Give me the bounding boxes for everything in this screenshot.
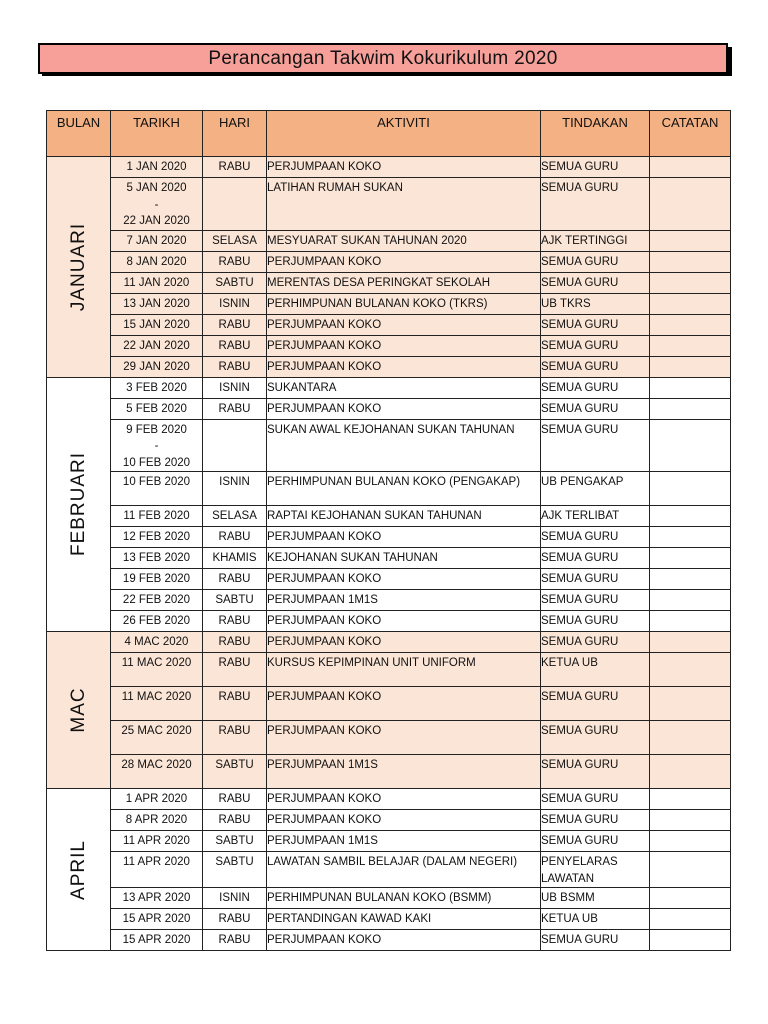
- cell-catatan: [650, 251, 731, 272]
- cell-hari: RABU: [203, 569, 267, 590]
- cell-hari: RABU: [203, 653, 267, 687]
- table-row: [47, 356, 731, 377]
- cell-catatan: [650, 930, 731, 951]
- table-row: [47, 472, 731, 506]
- cell-catatan: [650, 687, 731, 721]
- cell-aktiviti: PERJUMPAAN KOKO: [267, 789, 541, 810]
- cell-aktiviti: LATIHAN RUMAH SUKAN: [267, 178, 541, 231]
- header-aktiviti: AKTIVITI: [267, 111, 541, 157]
- cell-tindakan: SEMUA GURU: [541, 251, 650, 272]
- cell-tindakan: UB TKRS: [541, 293, 650, 314]
- cell-tindakan: SEMUA GURU: [541, 721, 650, 755]
- cell-aktiviti: PERHIMPUNAN BULANAN KOKO (TKRS): [267, 293, 541, 314]
- cell-hari: SELASA: [203, 230, 267, 251]
- header-bulan: BULAN: [47, 111, 111, 157]
- header-tindakan: TINDAKAN: [541, 111, 650, 157]
- cell-tindakan: AJK TERLIBAT: [541, 506, 650, 527]
- cell-catatan: [650, 888, 731, 909]
- cell-hari: RABU: [203, 335, 267, 356]
- cell-hari: SABTU: [203, 831, 267, 852]
- cell-tindakan: SEMUA GURU: [541, 377, 650, 398]
- cell-aktiviti: PERJUMPAAN KOKO: [267, 335, 541, 356]
- month-cell-mac: [47, 632, 111, 789]
- table-row: [47, 157, 731, 178]
- cell-tindakan: SEMUA GURU: [541, 590, 650, 611]
- cell-tarikh: 11 APR 2020: [111, 831, 203, 852]
- cell-aktiviti: PERHIMPUNAN BULANAN KOKO (BSMM): [267, 888, 541, 909]
- cell-catatan: [650, 721, 731, 755]
- cell-tindakan: SEMUA GURU: [541, 356, 650, 377]
- cell-tarikh: 4 MAC 2020: [111, 632, 203, 653]
- cell-hari: RABU: [203, 687, 267, 721]
- cell-tarikh: 1 JAN 2020: [111, 157, 203, 178]
- cell-catatan: [650, 157, 731, 178]
- month-label: FEBRUARI: [67, 452, 89, 557]
- cell-tarikh: 10 FEB 2020: [111, 472, 203, 506]
- cell-tindakan: PENYELARAS LAWATAN: [541, 852, 650, 888]
- table-row: [47, 548, 731, 569]
- cell-aktiviti: PERJUMPAAN KOKO: [267, 632, 541, 653]
- cell-tarikh: 25 MAC 2020: [111, 721, 203, 755]
- header-tarikh: TARIKH: [111, 111, 203, 157]
- cell-tarikh: 15 APR 2020: [111, 909, 203, 930]
- table-row: [47, 335, 731, 356]
- cell-aktiviti: PERHIMPUNAN BULANAN KOKO (PENGAKAP): [267, 472, 541, 506]
- month-label: JANUARI: [67, 222, 89, 311]
- cell-hari: SABTU: [203, 755, 267, 789]
- cell-aktiviti: PERJUMPAAN KOKO: [267, 569, 541, 590]
- cell-tindakan: SEMUA GURU: [541, 398, 650, 419]
- cell-catatan: [650, 569, 731, 590]
- cell-tindakan: SEMUA GURU: [541, 419, 650, 472]
- cell-aktiviti: PERJUMPAAN KOKO: [267, 930, 541, 951]
- cell-hari: RABU: [203, 721, 267, 755]
- cell-tindakan: SEMUA GURU: [541, 789, 650, 810]
- cell-aktiviti: PERJUMPAAN KOKO: [267, 611, 541, 632]
- cell-tarikh: 8 JAN 2020: [111, 251, 203, 272]
- cell-tindakan: SEMUA GURU: [541, 930, 650, 951]
- title-box: [38, 43, 732, 76]
- table-row: [47, 398, 731, 419]
- month-cell-februari: [47, 377, 111, 632]
- table-row: [47, 888, 731, 909]
- cell-catatan: [650, 272, 731, 293]
- cell-aktiviti: PERJUMPAAN KOKO: [267, 356, 541, 377]
- cell-hari: RABU: [203, 810, 267, 831]
- cell-catatan: [650, 831, 731, 852]
- cell-tarikh: 28 MAC 2020: [111, 755, 203, 789]
- table-row: [47, 419, 731, 472]
- cell-tarikh: 11 JAN 2020: [111, 272, 203, 293]
- table-row: [47, 251, 731, 272]
- cell-aktiviti: SUKAN AWAL KEJOHANAN SUKAN TAHUNAN: [267, 419, 541, 472]
- cell-tindakan: SEMUA GURU: [541, 548, 650, 569]
- cell-aktiviti: KEJOHANAN SUKAN TAHUNAN: [267, 548, 541, 569]
- cell-catatan: [650, 419, 731, 472]
- cell-catatan: [650, 527, 731, 548]
- cell-tarikh: 15 JAN 2020: [111, 314, 203, 335]
- cell-catatan: [650, 472, 731, 506]
- cell-tarikh: 11 APR 2020: [111, 852, 203, 888]
- cell-hari: [203, 419, 267, 472]
- cell-tarikh: 8 APR 2020: [111, 810, 203, 831]
- cell-catatan: [650, 632, 731, 653]
- cell-tindakan: SEMUA GURU: [541, 157, 650, 178]
- table-row: [47, 653, 731, 687]
- table-row: [47, 852, 731, 888]
- cell-hari: SABTU: [203, 590, 267, 611]
- cell-catatan: [650, 909, 731, 930]
- cell-hari: [203, 178, 267, 231]
- cell-tarikh: 29 JAN 2020: [111, 356, 203, 377]
- cell-catatan: [650, 789, 731, 810]
- cell-tarikh: 7 JAN 2020: [111, 230, 203, 251]
- cell-tindakan: SEMUA GURU: [541, 178, 650, 231]
- table-row: [47, 810, 731, 831]
- cell-hari: RABU: [203, 909, 267, 930]
- cell-catatan: [650, 810, 731, 831]
- cell-aktiviti: KURSUS KEPIMPINAN UNIT UNIFORM: [267, 653, 541, 687]
- cell-tarikh: 5 FEB 2020: [111, 398, 203, 419]
- table-row: [47, 632, 731, 653]
- table-row: [47, 272, 731, 293]
- cell-tindakan: SEMUA GURU: [541, 335, 650, 356]
- cell-catatan: [650, 611, 731, 632]
- cell-tarikh: 22 JAN 2020: [111, 335, 203, 356]
- table-row: [47, 721, 731, 755]
- cell-catatan: [650, 178, 731, 231]
- cell-aktiviti: RAPTAI KEJOHANAN SUKAN TAHUNAN: [267, 506, 541, 527]
- cell-hari: RABU: [203, 632, 267, 653]
- cell-hari: RABU: [203, 611, 267, 632]
- page-title: Perancangan Takwim Kokurikulum 2020: [38, 43, 728, 74]
- cell-hari: RABU: [203, 527, 267, 548]
- month-cell-januari: [47, 157, 111, 378]
- cell-tindakan: AJK TERTINGGI: [541, 230, 650, 251]
- table-row: [47, 527, 731, 548]
- cell-tarikh: 12 FEB 2020: [111, 527, 203, 548]
- cell-hari: SABTU: [203, 272, 267, 293]
- header-row: [47, 111, 731, 157]
- cell-catatan: [650, 590, 731, 611]
- cell-catatan: [650, 377, 731, 398]
- cell-tindakan: KETUA UB: [541, 653, 650, 687]
- cell-hari: RABU: [203, 157, 267, 178]
- cell-aktiviti: LAWATAN SAMBIL BELAJAR (DALAM NEGERI): [267, 852, 541, 888]
- cell-hari: RABU: [203, 930, 267, 951]
- table-row: [47, 377, 731, 398]
- cell-catatan: [650, 548, 731, 569]
- cell-tindakan: SEMUA GURU: [541, 831, 650, 852]
- cell-aktiviti: PERJUMPAAN KOKO: [267, 251, 541, 272]
- table-row: [47, 506, 731, 527]
- cell-tindakan: UB BSMM: [541, 888, 650, 909]
- cell-tarikh: 1 APR 2020: [111, 789, 203, 810]
- table-row: [47, 831, 731, 852]
- month-label: APRIL: [67, 839, 89, 900]
- cell-catatan: [650, 230, 731, 251]
- month-cell-april: [47, 789, 111, 951]
- cell-catatan: [650, 852, 731, 888]
- cell-tindakan: UB PENGAKAP: [541, 472, 650, 506]
- table-row: [47, 293, 731, 314]
- cell-hari: RABU: [203, 356, 267, 377]
- cell-catatan: [650, 314, 731, 335]
- header-hari: HARI: [203, 111, 267, 157]
- table-row: [47, 314, 731, 335]
- cell-tindakan: KETUA UB: [541, 909, 650, 930]
- cell-tarikh: 13 FEB 2020: [111, 548, 203, 569]
- table-row: [47, 178, 731, 231]
- table-row: [47, 611, 731, 632]
- cell-tarikh: 22 FEB 2020: [111, 590, 203, 611]
- cell-aktiviti: PERJUMPAAN 1M1S: [267, 590, 541, 611]
- cell-aktiviti: PERTANDINGAN KAWAD KAKI: [267, 909, 541, 930]
- cell-hari: RABU: [203, 251, 267, 272]
- cell-hari: SABTU: [203, 852, 267, 888]
- cell-tindakan: SEMUA GURU: [541, 314, 650, 335]
- cell-hari: KHAMIS: [203, 548, 267, 569]
- table-row: [47, 590, 731, 611]
- header-catatan: CATATAN: [650, 111, 731, 157]
- cell-catatan: [650, 755, 731, 789]
- cell-hari: ISNIN: [203, 888, 267, 909]
- cell-aktiviti: PERJUMPAAN KOKO: [267, 157, 541, 178]
- cell-tarikh: 19 FEB 2020: [111, 569, 203, 590]
- cell-catatan: [650, 293, 731, 314]
- cell-tarikh: 13 APR 2020: [111, 888, 203, 909]
- cell-aktiviti: PERJUMPAAN 1M1S: [267, 831, 541, 852]
- cell-aktiviti: PERJUMPAAN KOKO: [267, 398, 541, 419]
- table-row: [47, 569, 731, 590]
- cell-tarikh: 3 FEB 2020: [111, 377, 203, 398]
- cell-tarikh: 13 JAN 2020: [111, 293, 203, 314]
- calendar-table: [46, 110, 731, 951]
- cell-aktiviti: MERENTAS DESA PERINGKAT SEKOLAH: [267, 272, 541, 293]
- cell-tindakan: SEMUA GURU: [541, 810, 650, 831]
- table-row: [47, 930, 731, 951]
- table-row: [47, 789, 731, 810]
- cell-catatan: [650, 356, 731, 377]
- cell-tindakan: SEMUA GURU: [541, 611, 650, 632]
- cell-tindakan: SEMUA GURU: [541, 527, 650, 548]
- table-row: [47, 755, 731, 789]
- cell-hari: ISNIN: [203, 472, 267, 506]
- cell-aktiviti: SUKANTARA: [267, 377, 541, 398]
- cell-hari: RABU: [203, 789, 267, 810]
- cell-tindakan: SEMUA GURU: [541, 569, 650, 590]
- table-row: [47, 909, 731, 930]
- cell-aktiviti: PERJUMPAAN KOKO: [267, 810, 541, 831]
- table-row: [47, 687, 731, 721]
- cell-aktiviti: PERJUMPAAN KOKO: [267, 527, 541, 548]
- month-label: MAC: [67, 687, 89, 733]
- cell-hari: ISNIN: [203, 293, 267, 314]
- cell-hari: SELASA: [203, 506, 267, 527]
- cell-catatan: [650, 653, 731, 687]
- cell-aktiviti: PERJUMPAAN KOKO: [267, 687, 541, 721]
- cell-aktiviti: PERJUMPAAN KOKO: [267, 314, 541, 335]
- cell-aktiviti: MESYUARAT SUKAN TAHUNAN 2020: [267, 230, 541, 251]
- cell-tarikh: 11 FEB 2020: [111, 506, 203, 527]
- cell-tindakan: SEMUA GURU: [541, 632, 650, 653]
- cell-tarikh: 11 MAC 2020: [111, 687, 203, 721]
- cell-tarikh: 9 FEB 2020 - 10 FEB 2020: [111, 419, 203, 472]
- cell-tindakan: SEMUA GURU: [541, 755, 650, 789]
- cell-tarikh: 26 FEB 2020: [111, 611, 203, 632]
- cell-tindakan: SEMUA GURU: [541, 687, 650, 721]
- cell-hari: RABU: [203, 398, 267, 419]
- cell-hari: RABU: [203, 314, 267, 335]
- table-row: [47, 230, 731, 251]
- cell-aktiviti: PERJUMPAAN KOKO: [267, 721, 541, 755]
- cell-catatan: [650, 335, 731, 356]
- cell-tarikh: 11 MAC 2020: [111, 653, 203, 687]
- cell-aktiviti: PERJUMPAAN 1M1S: [267, 755, 541, 789]
- cell-hari: ISNIN: [203, 377, 267, 398]
- cell-catatan: [650, 398, 731, 419]
- cell-tarikh: 5 JAN 2020 - 22 JAN 2020: [111, 178, 203, 231]
- cell-tindakan: SEMUA GURU: [541, 272, 650, 293]
- cell-catatan: [650, 506, 731, 527]
- cell-tarikh: 15 APR 2020: [111, 930, 203, 951]
